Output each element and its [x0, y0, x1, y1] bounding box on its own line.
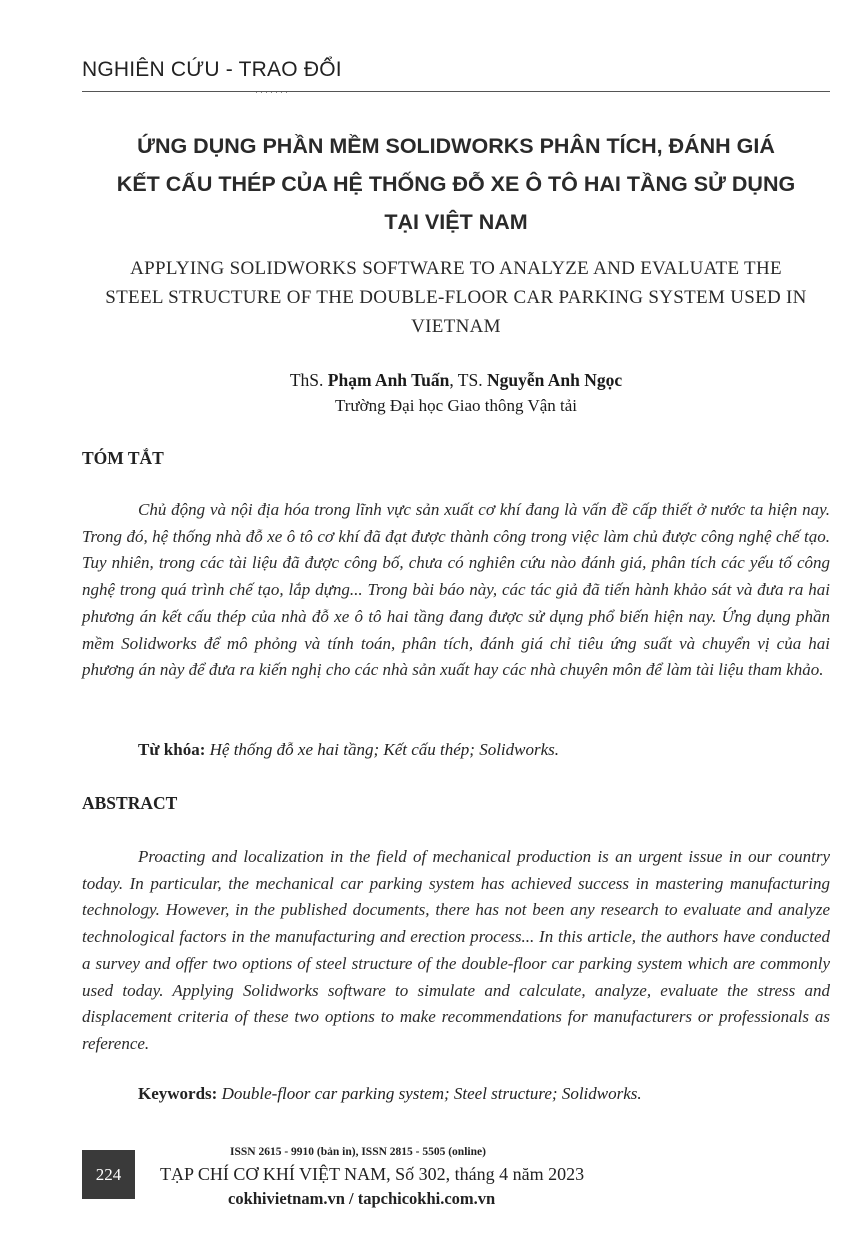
section-label: NGHIÊN CỨU - TRAO ĐỔI: [82, 58, 342, 81]
footer-website: cokhivietnam.vn / tapchicokhi.com.vn: [228, 1189, 496, 1208]
title-vietnamese: [82, 127, 830, 241]
abstract-keywords-list: Double-floor car parking system; Steel structure; Solidworks.: [217, 1084, 642, 1103]
author-affiliation: Trường Đại học Giao thông Vận tải: [334, 396, 578, 415]
abstract-body: [82, 844, 830, 1058]
tomtat-paragraph: Chủ động và nội địa hóa trong lĩnh vực sản xuất cơ khí đang là vấn đề cấp thiết ở nước ta hiện nay. Trong đó, hệ thống nhà đỗ xe ô tô cơ khí đã đạt được thành công trong việc làm chủ được công nghệ chế tạo. Tuy nhiên, trong các tài liệu đã được công bố, chưa có nghiên cứu nào đánh giá, phân tích các yếu tố công nghệ trong quá trình chế tạo, lắp dựng... Trong bài báo này, các tác giả đã tiến hành khảo sát và đưa ra hai phương án kết cấu thép của nhà đỗ xe ô tô hai tầng đang được sử dụng phổ biến hiện nay. Ứng dụng phần mềm Solidworks để mô phỏng và tính toán, phân tích, đánh giá chỉ tiêu ứng suất và chuyển vị của hai phương án này để đưa ra kiến nghị cho các nhà sản xuất hay các nhà chuyên môn để làm tài liệu tham khảo.: [82, 500, 830, 680]
author-prefix-1: ThS.: [289, 370, 328, 390]
footer-issn: ISSN 2615 - 9910 (bản in), ISSN 2815 - 5505 (online): [230, 1146, 486, 1158]
tomtat-keywords-label: Từ khóa:: [138, 740, 206, 759]
page-number: 224: [95, 1164, 122, 1184]
tomtat-heading: TÓM TẮT: [82, 448, 164, 468]
tomtat-keywords-list: Hệ thống đỗ xe hai tầng; Kết cấu thép; Solidworks.: [205, 740, 560, 759]
author-name-1: Phạm Anh Tuấn: [327, 370, 450, 390]
title-en-line-3: VIETNAM: [411, 316, 501, 337]
page-number-box: [82, 1150, 135, 1199]
abstract-keywords: [138, 1084, 642, 1104]
tomtat-keywords: [138, 740, 559, 760]
author-line: [82, 368, 830, 392]
journal-issue: , Số 302, tháng 4 năm 2023: [386, 1164, 585, 1184]
title-english: [82, 254, 830, 341]
title-en-line-2: STEEL STRUCTURE OF THE DOUBLE-FLOOR CAR PARKING SYSTEM USED IN: [105, 287, 807, 308]
title-en-line-1: APPLYING SOLIDWORKS SOFTWARE TO ANALYZE AND EVALUATE THE: [130, 258, 782, 279]
header-rule: [82, 91, 830, 92]
title-vn-line-1: ỨNG DỤNG PHẦN MỀM SOLIDWORKS PHÂN TÍCH, ĐÁNH GIÁ: [137, 134, 775, 158]
author-separator: , TS.: [449, 370, 487, 390]
title-vn-line-2: KẾT CẤU THÉP CỦA HỆ THỐNG ĐỖ XE Ô TÔ HAI TẦNG SỬ DỤNG: [116, 172, 796, 196]
abstract-keywords-label: Keywords:: [138, 1084, 218, 1103]
title-vn-line-3: TẠI VIỆT NAM: [384, 210, 528, 234]
abstract-heading: ABSTRACT: [82, 793, 178, 813]
footer-journal: [160, 1164, 584, 1185]
author-name-2: Nguyễn Anh Ngọc: [486, 370, 623, 390]
journal-name: TẠP CHÍ CƠ KHÍ VIỆT NAM: [160, 1164, 387, 1184]
abstract-paragraph: Proacting and localization in the field of mechanical production is an urgent issue in our country today. In particular, the mechanical car parking system has achieved success in mastering manufacturing technology. However, in the published documents, there has not been any research to evaluate and analyze technological factors in the manufacturing and erection process... In this article, the authors have conducted a survey and offer two options of steel structure of the double-floor car parking system which are commonly used today. Applying Solidworks software to simulate and calculate, analyze, evaluate the stress and displacement criteria of these two options to make recommendations for manufacturers or professionals as reference.: [82, 847, 830, 1053]
tomtat-body: [82, 497, 830, 684]
header-rule-ornament: ·······: [255, 87, 290, 97]
